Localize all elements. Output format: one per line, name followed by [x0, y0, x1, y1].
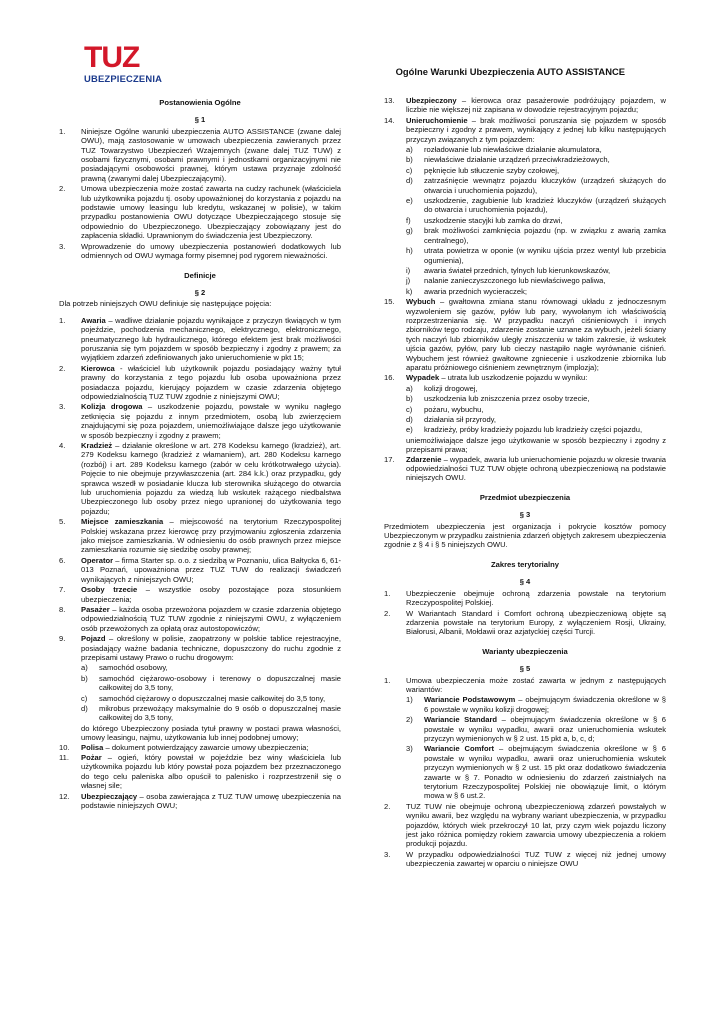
sub-item: a) kolizji drogowej, — [406, 383, 478, 393]
sub-item: c) pożaru, wybuchu, — [406, 404, 484, 414]
definition-item: 6. Operator – firma Starter sp. o.o. z siedzibą w Poznaniu, ulica Bałtycka 6, 61-013 Poznań, upoważniona przez TUZ TUW do realizacji świadczeń wynikających z niniejszych OWU; — [59, 555, 341, 584]
list-item: 2. W Wariantach Standard i Comfort ochroną ubezpieczeniową objęte są zdarzenia powstałe na terytorium Europy, z wyłączeniem Rosji, Ukrainy, Białorusi, Albanii, Mołdawii oraz azjatyckiej części Turcji. — [384, 608, 666, 637]
sub-item: c) samochód ciężarowy o dopuszczalnej masie całkowitej do 3,5 tony, — [81, 693, 326, 703]
definition-item: 17. Zdarzenie – wypadek, awaria lub unieruchomienie pojazdu w okresie trwania odpowiedzialności TUZ TUW objęte ochroną ubezpieczeniową na podstawie niniejszych OWU. — [384, 454, 667, 483]
paragraph-4-heading: § 4 — [519, 577, 531, 587]
list-item: 3. Wprowadzenie do umowy ubezpieczenia postanowień dodatkowych lub odmiennych od OWU wymaga formy pisemnej pod rygorem nieważności. — [59, 241, 341, 261]
definition-item: 10. Polisa – dokument potwierdzający zawarcie umowy ubezpieczenia; — [59, 742, 309, 752]
list-item: 1. Umowa ubezpieczenia może zostać zawarta w jednym z następujących wariantów: — [384, 675, 666, 694]
list-item: 2. Umowa ubezpieczenia może zostać zawarta na cudzy rachunek (właściciela lub użytkownika pojazdu tj. osoby upoważnionej do korzystania z pojazdu na podstawie umowy leasingu lub kredytu, wskazanej w polisie), w takim przypadku postanowienia OWU dotyczące Ubezpieczającego stosuje się odpowiednio do Ubezpieczonego. Ubezpieczający zobowiązany jest do zapłacenia składki. Uprawnionym do świadczenia jest Ubezpieczony. — [59, 184, 341, 241]
sub-item: i) awaria świateł przednich, tylnych lub kierunkowskazów, — [406, 265, 611, 275]
left-column — [59, 96, 341, 811]
pojazd-tail: do którego Ubezpieczony posiada tytuł prawny w postaci prawa własności, umowy leasingu, najmu, użytkowania lub innej podobnej umowy; — [81, 723, 341, 743]
definition-item: 7. Osoby trzecie – wszystkie osoby pozostające poza stosunkiem ubezpieczenia; — [59, 585, 341, 604]
list-item: 2. TUZ TUW nie obejmuje ochroną ubezpieczeniową zdarzeń powstałych w wyniku awarii, bez względu na wybrany wariant ubezpieczenia, w przypadku pojazdów, których wiek przekroczył 10 lat, przy czym wiek pojazdu liczony jest jako różnica pomiędzy rokiem zawarcia umowy ubezpieczenia a rokiem produkcji pojazdu. — [384, 801, 666, 849]
definition-item: 13. Ubezpieczony – kierowca oraz pasażerowie podróżujący pojazdem, w liczbie nie większej niż zapisana w dowodzie rejestracyjnym pojazdu; — [384, 96, 666, 115]
sub-item: k) awaria przednich wycieraczek; — [406, 286, 527, 296]
definition-item: 2. Kierowca - właściciel lub użytkownik pojazdu posiadający ważny tytuł prawny do korzystania z tego pojazdu lub osoba upoważniona przez posiadacza pojazdu, kierujący pojazdem w czasie zdarzenia objętego odpowiedzialnością TUZ TUW zgodnie z niniejszymi OWU; — [59, 363, 341, 401]
section-heading-warianty: Warianty ubezpieczenia — [482, 646, 568, 656]
wypadek-tail: uniemożliwiające dalsze jego użytkowanie w sposób bezpieczny i zgodny z przepisami prawa; — [406, 435, 666, 455]
definition-item: 3. Kolizja drogowa – uszkodzenie pojazdu, powstałe w wyniku nagłego zetknięcia się pojazdu z innym przedmiotem, osobą lub zwierzęciem znajdującymi się poza pojazdem, uniemożliwiające dalsze jego użytkowanie w sposób bezpieczny i zgodny z prawem; — [59, 402, 341, 440]
list-item: 1. Ubezpieczenie obejmuje ochroną zdarzenia powstałe na terytorium Rzeczypospolitej Polskiej. — [384, 588, 666, 608]
tuz-logo — [84, 41, 164, 85]
sub-item: e) kradzieży, próby kradzieży pojazdu lub kradzieży części pojazdu, — [406, 425, 643, 435]
section-heading-zakres: Zakres terytorialny — [491, 559, 559, 569]
logo-wordmark: TUZ — [84, 41, 140, 74]
list-item: 3. W przypadku odpowiedzialności TUZ TUW z więcej niż jednej umowy ubezpieczenia zawartej w oparciu o niniejsze OWU — [384, 849, 666, 869]
definition-item: 14. Unieruchomienie – brak możliwości poruszania się pojazdem w sposób bezpieczny i zgodny z prawem, wynikający z jednej lub kilku następujących przyczyn związanych z tym pojazdem: — [384, 115, 666, 144]
definition-item: 5. Miejsce zamieszkania – miejscowość na terytorium Rzeczypospolitej Polskiej wskazana przez kierowcę przy przyjmowaniu zgłoszenia zdarzenia jako miejsce zamieszkania. W odniesieniu do osób prawnych przez miejsce zamieszkania rozumie się siedzibę osoby prawnej; — [59, 517, 342, 555]
document-title: Ogólne Warunki Ubezpieczenia AUTO ASSISTANCE — [395, 66, 625, 77]
sub-item: e) uszkodzenie, zagubienie lub kradzież kluczyków (urządzeń służących do otwarcia i uruchomienia pojazdu), — [406, 196, 666, 215]
definitions-intro: Dla potrzeb niniejszych OWU definiuje się następujące pojęcia: — [59, 299, 272, 309]
sub-item: d) zatrzaśnięcie wewnątrz pojazdu kluczyków (urządzeń służących do otwarcia i uruchomienia pojazdu), — [406, 176, 666, 195]
sub-item: b) niewłaściwe działanie urządzeń przeciwkradzieżowych, — [406, 155, 610, 165]
paragraph-1-heading: § 1 — [194, 115, 206, 125]
definition-item: 1. Awaria – wadliwe działanie pojazdu wynikające z przyczyn tkwiących w tym pojeździe, pochodzenia mechanicznego, elektrycznego, elektronicznego, pneumatycznego lub hydraulicznego, którego efektem jest brak możliwości poruszania się tym pojazdem w sposób bezpieczny i zgodny z prawem; za wyjątkiem zdarzeń zdefiniowanych jako unieruchomienie w pkt 15; — [59, 315, 341, 363]
definition-item: 15. Wybuch – gwałtowna zmiana stanu równowagi układu z jednoczesnym wyzwoleniem się gazów, pyłów lub pary, wywołanym ich właściwością rozprzestrzeniania się. W przypadku naczyń ciśnieniowych i innych zbiorników tego rodzaju, zdarzenie zostanie uznane za wybuch, jeżeli ściany tych naczyń lub zbiorników uległy zniszczeniu w takim zakresie, iż wskutek ujścia gazów, pyłów, pary lub cieczy nastąpiło nagłe wyrównanie ciśnień. Wybuchem jest również gwałtowne zgniecenie i uszkodzenie zbiornika lub aparatu próżniowego ciśnieniem zewnętrznym (implozja); — [384, 297, 666, 372]
sub-item: c) pęknięcie lub stłuczenie szyby czołowej, — [406, 165, 560, 175]
sub-item: g) brak możliwości zamknięcia pojazdu (np. w związku z awarią zamka centralnego), — [406, 226, 666, 245]
sub-item: b) samochód ciężarowo-osobowy i terenowy o dopuszczalnej masie całkowitej do 3,5 tony, — [81, 673, 341, 693]
section-heading-definicje: Definicje — [184, 270, 216, 280]
sub-item: a) rozładowanie lub niewłaściwe działanie akumulatora, — [406, 145, 602, 155]
sub-item: d) działania sił przyrody, — [406, 415, 497, 424]
sub-item: j) nalanie zanieczyszczonego lub niewłaściwego paliwa, — [406, 276, 606, 286]
paragraph-3-text: Przedmiotem ubezpieczenia jest organizacja i pokrycie kosztów pomocy Ubezpieczonym w przypadku zaistnienia zdarzeń objętych zakresem ubezpieczenia zgodnie z § 4 i § 5 niniejszych OWU. — [384, 521, 666, 550]
list-item: 1. Niniejsze Ogólne warunki ubezpieczenia AUTO ASSISTANCE (zwane dalej OWU), mają zastosowanie w umowach ubezpieczenia zawieranych przez TUZ Towarzystwo Ubezpieczeń Wzajemnych (zwane dalej TUZ TUW) z osobami fizycznymi, osobami prawnymi i jednostkami organizacyjnymi nie posiadającymi osobowości prawnej, którym ustawa przyznaje zdolność prawną (zwanymi dalej Ubezpieczającymi). — [59, 126, 341, 183]
variant-item: 2) Wariancie Standard – obejmującym świadczenia określone w § 6 powstałe w wyniku wypadku, awarii oraz unieruchomienia wskutek przyczyn wymienionych w § 2 ust. 15 pkt a, b, c, d; — [406, 715, 666, 743]
sub-item: h) utrata powietrza w oponie (w wyniku ujścia przez wentyl lub przebicia ogumienia), — [406, 246, 666, 265]
sub-item: d) mikrobus przewożący maksymalnie do 9 osób o dopuszczalnej masie całkowitej do 3,5 tony, — [81, 703, 341, 723]
definition-item: 11. Pożar – ogień, który powstał w pojeździe bez winy właściciela lub użytkownika pojazdu lub który powstał poza pojazdem bez przeznaczonego do tego celu paleniska albo opuścił to palenisko i rozprzestrzenił się o własnej sile; — [59, 753, 341, 791]
definition-item: 4. Kradzież – działanie określone w art. 278 Kodeksu karnego (kradzież), art. 279 Kodeksu karnego (kradzież z włamaniem), art. 280 Kodeksu karnego (rozbój) i art. 289 Kodeksu karnego (zabór w celu krótkotrwałego użycia). Pojęcie to nie obejmuje przywłaszczenia (art. 284 k.k.) oraz przypadku, gdy sprawca wszedł w posiadanie klucza lub sterownika służącego do otwarcia lub uruchomienia pojazdu za wiedzą lub wskutek rażącego niedbalstwa Ubezpieczonego lub osoby przez niego upranionej do użytkowania tego pojazdu; — [59, 441, 341, 516]
paragraph-2-heading: § 2 — [194, 287, 206, 297]
definition-item: 12. Ubezpieczający – osoba zawierająca z TUZ TUW umowę ubezpieczenia na podstawie niniejszych OWU; — [59, 791, 341, 811]
logo-subtitle: UBEZPIECZENIA — [84, 73, 163, 84]
variant-item: 1) Wariancie Podstawowym – obejmującym świadczenia określone w § 6 powstałe w wyniku kolizji drogowej; — [406, 695, 666, 714]
section-heading-postanowienia: Postanowienia Ogólne — [159, 98, 241, 107]
sub-item: a) samochód osobowy, — [81, 663, 168, 673]
paragraph-5-heading: § 5 — [519, 664, 531, 674]
right-column — [384, 96, 666, 870]
definition-item: 8. Pasażer – każda osoba przewożona pojazdem w czasie zdarzenia objętego odpowiedzialnością TUZ TUW zgodnie z niniejszymi OWU, z wyłączeniem osób przewożonych za opłatą oraz autostopowiczów; — [59, 604, 341, 633]
variant-item: 3) Wariancie Comfort – obejmującym świadczenia określone w § 6 powstałe w wyniku wypadku, awarii oraz unieruchomienia wskutek przyczyn wymienionych w § 2 ust. 15 pkt oraz dodatkowo świadczenia zawarte w § 7. Ponadto w odniesieniu do zdarzeń zaistniałych na terytorium Rzeczypospolitej Polskiej nie obowiązuje limit, o którym mowa w § 6 ust.2. — [406, 744, 667, 801]
sub-item: b) uszkodzenia lub zniszczenia przez osoby trzecie, — [406, 394, 590, 404]
section-heading-przedmiot: Przedmiot ubezpieczenia — [479, 492, 571, 502]
sub-item: f) uszkodzenie stacyjki lub zamka do drzwi, — [406, 215, 563, 225]
definition-item: 9. Pojazd – określony w polisie, zaopatrzony w polskie tablice rejestracyjne, posiadający ważne badania techniczne, dopuszczony do ruchu zgodnie z przepisami ustawy Prawo o ruchu drogowym: — [59, 634, 341, 662]
definition-item: 16. Wypadek – utrata lub uszkodzenie pojazdu w wyniku: — [384, 373, 588, 383]
paragraph-3-heading: § 3 — [519, 510, 531, 520]
